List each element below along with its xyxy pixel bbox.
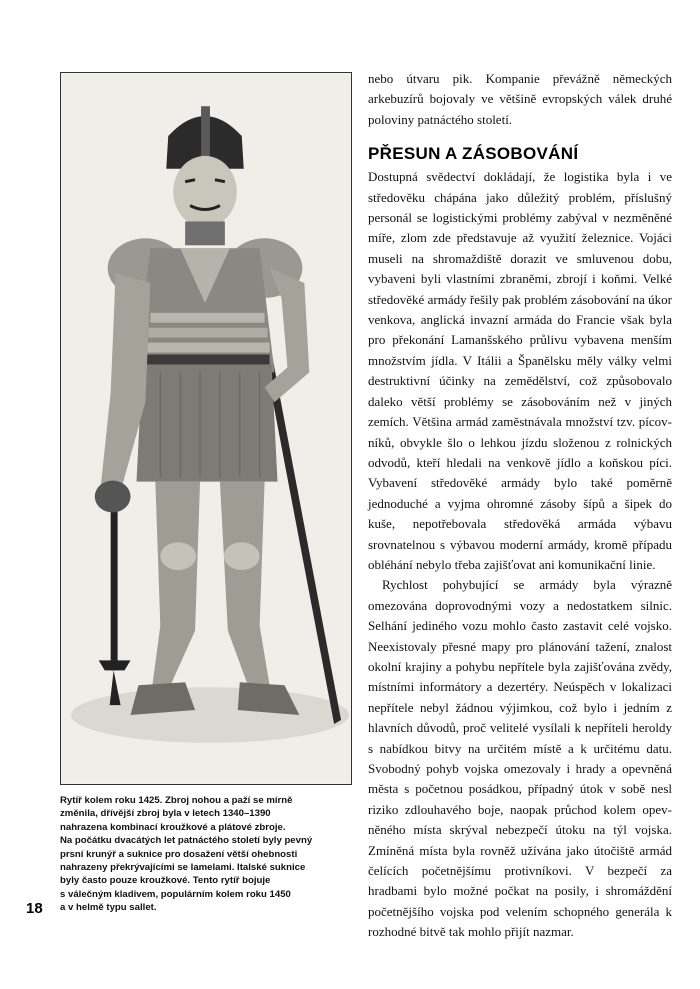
article-column <box>368 69 672 943</box>
body-paragraph-2: Rychlost pohybující se armády byla výrazně omezována doprovodnými vozy a nedostatkem silnic. Selhání jediného vozu mohlo často zastavit celé vojsko. Neexistovaly přesné mapy pro plánování tažení, znalost okolní krajiny a pohybu nepřítele byla zajišťována zvědy, místními informátory a dezertéry. Neúspěch v lokalizaci nepřítele nebyl žádnou výjimkou, což bylo i jedním z hlavních důvodů, proč velitelé vysílali k nepříteli heroldy s nabídkou bitvy na určitém místě a k určitému datu. Svobodný pohyb vojska omezovaly i hrady a opevněná města s početnou posádkou, případný útok v sobě nesl riziko zdlouhavého boje, naopak průchod kolem opevněného místa skrýval nebezpečí útoku na týl vojska. Zmíněná místa byla rovněž užívána jako útočiště armád čelících početnějšímu protivníkovi. V bezpečí za hradbami bylo možné počkat na posily, i shromáždění početnějšího vojska pod velením schopného generála k rozhodné bitvě tak mohlo přijít nazmar. <box>368 577 672 940</box>
knight-face <box>173 156 237 228</box>
caption-line: a v helmě typu sallet. <box>60 902 157 914</box>
section-heading: PŘESUN A ZÁSOBOVÁNÍ <box>368 144 579 164</box>
caption-line: prsní krunýř a suknice pro dosažení větší ohebnosti <box>60 848 298 860</box>
caption-line: s válečným kladivem, populárním kolem roku 1450 <box>60 888 291 900</box>
knight-drawing <box>61 73 351 784</box>
knight-illustration <box>60 72 352 785</box>
caption-line: nahrazena kombinací kroužkové a plátové zbroje. <box>60 821 286 833</box>
caption-line: Na počátku dvacátých let patnáctého století byly pevný <box>60 835 313 847</box>
caption-line: byly často pouze kroužkové. Tento rytíř bojuje <box>60 875 271 887</box>
body-paragraph-1: Dostupná svědectví dokládají, že logistika byla i ve středověku chápána jako důležitý problém, příslušný personál se logistickými problémy zabýval v nezměněné míře, zlom zde představuje až využití železnice. Vojáci museli na shromaždiště dorazit ve smluvenou dobu, vybaveni byli vlastními zbraněmi, zbrojí i koňmi. Velké středověké armády řešily pak problém zásobování na úkor venkova, anglická invazní armáda do Francie však byla pro překonání Lamanšského průlivu vybavena menším množstvím jídla. V Itálii a Španělsku měly války velmi destruktivní účinky na zemědělství, což způsobovalo daleko větší problémy se zásobováním než v jiných zemích. Většina armád zaměstnávala množství tzv. pícovníků, obvykle šlo o lehkou jízdu složenou z rolnických odvodů, kteří hledali na venkově jídlo a koňskou píci. Vybavení středověké armády bylo také poměrně jednoduché a vyjma ohromné zásoby šípů a šipek do kuše, nepotřebovala středověká armáda výbavu srovnatelnou s výbavou moderní armády, kromě případu obléhání nebylo třeba zajišťovat ani komunikační linie. <box>368 169 672 572</box>
page-number: 18 <box>26 900 43 917</box>
intro-paragraph: nebo útvaru pik. Kompanie převážně německých arkebuzírů bojovaly ve většině evropských válek druhé poloviny patnáctého století. <box>368 71 672 127</box>
caption-line: změnila, dřívější zbroj byla v letech 1340–1390 <box>60 808 271 820</box>
caption-line: Rytíř kolem roku 1425. Zbroj nohou a paží se mírně <box>60 795 293 806</box>
caption-line: nahrazeny překrývajícími se lamelami. Italské suknice <box>60 862 306 874</box>
figure-caption <box>60 794 360 915</box>
